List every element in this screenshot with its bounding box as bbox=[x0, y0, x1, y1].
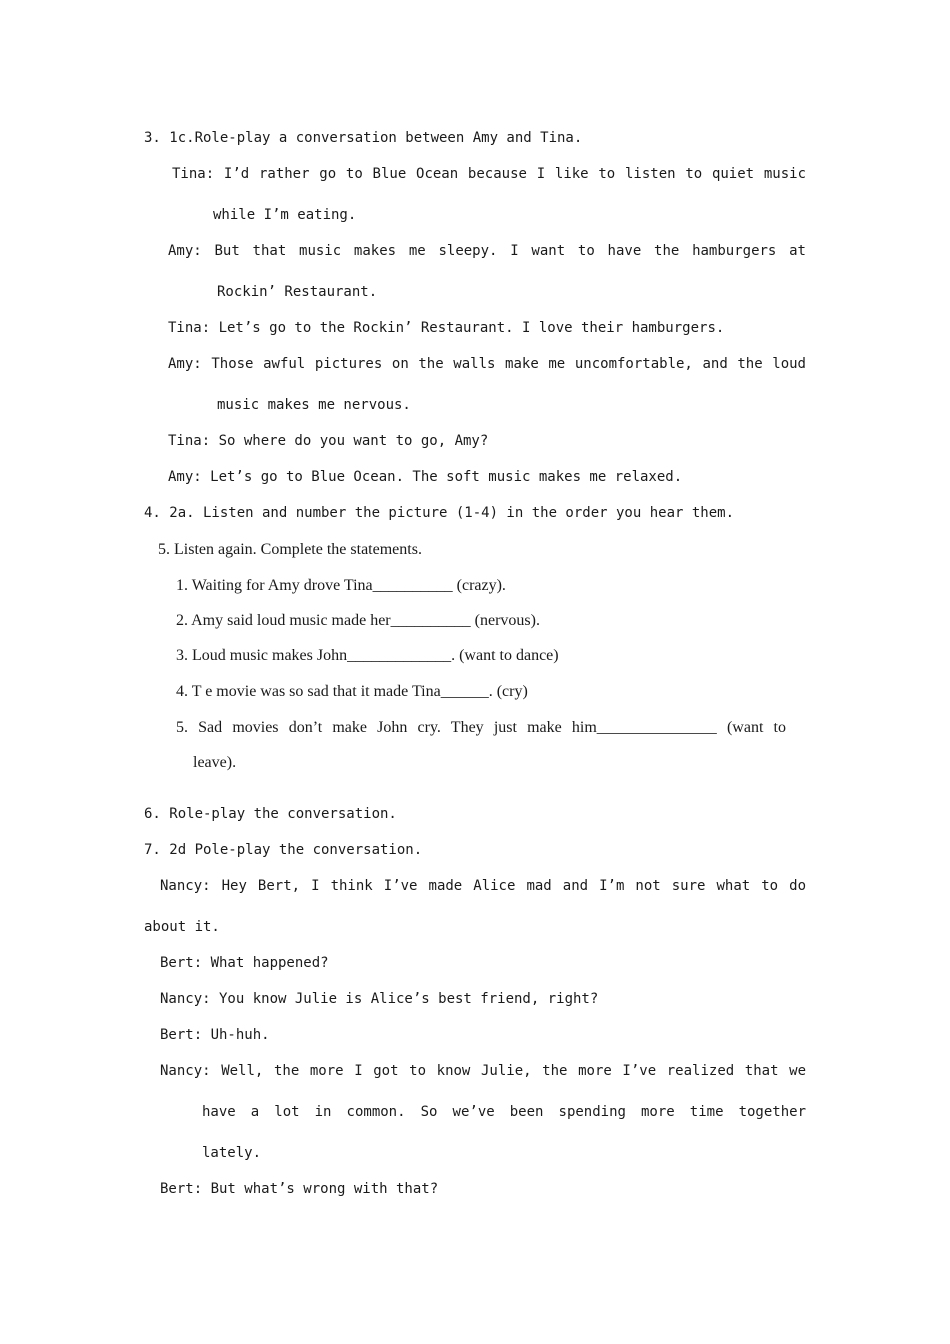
dialogue-line: Nancy: Well, the more I got to know Julie, the more I’ve realized that we bbox=[160, 1063, 806, 1079]
dialogue-line: Nancy: Hey Bert, I think I’ve made Alice mad and I’m not sure what to do bbox=[160, 878, 806, 894]
dialogue-line: Tina: Let’s go to the Rockin’ Restaurant. I love their hamburgers. bbox=[168, 320, 725, 336]
dialogue-line: Amy: But that music makes me sleepy. I want to have the hamburgers at bbox=[168, 243, 806, 259]
section-3-heading: 3. 1c.Role-play a conversation between Amy and Tina. bbox=[144, 130, 583, 146]
dialogue-line: have a lot in common. So we’ve been spending more time together bbox=[202, 1104, 806, 1120]
statement-item: 1. Waiting for Amy drove Tina__________ (crazy). bbox=[176, 577, 506, 594]
dialogue-line: Amy: Those awful pictures on the walls make me uncomfortable, and the loud bbox=[168, 356, 806, 372]
dialogue-line: Nancy: You know Julie is Alice’s best friend, right? bbox=[160, 991, 599, 1007]
dialogue-line: music makes me nervous. bbox=[217, 397, 411, 413]
dialogue-line: while I’m eating. bbox=[213, 207, 357, 223]
dialogue-line: Tina: I’d rather go to Blue Ocean because I like to listen to quiet music bbox=[172, 166, 806, 182]
section-5-heading: 5. Listen again. Complete the statements. bbox=[158, 541, 422, 558]
dialogue-line: lately. bbox=[202, 1145, 262, 1161]
statement-item-continuation: leave). bbox=[193, 754, 237, 771]
statement-item: 2. Amy said loud music made her__________ (nervous). bbox=[176, 612, 540, 629]
section-7-heading: 7. 2d Pole-play the conversation. bbox=[144, 842, 423, 858]
section-4-heading: 4. 2a. Listen and number the picture (1-4) in the order you hear them. bbox=[144, 505, 735, 521]
dialogue-line: Bert: What happened? bbox=[160, 955, 329, 971]
statement-item: 4. T e movie was so sad that it made Tina______. (cry) bbox=[176, 683, 528, 700]
dialogue-line: Bert: But what’s wrong with that? bbox=[160, 1181, 439, 1197]
section-6-heading: 6. Role-play the conversation. bbox=[144, 806, 397, 822]
statement-item: 5. Sad movies don’t make John cry. They just make him_______________ (want to bbox=[176, 719, 786, 736]
dialogue-line: Rockin’ Restaurant. bbox=[217, 284, 378, 300]
dialogue-line: about it. bbox=[144, 919, 220, 935]
dialogue-line: Amy: Let’s go to Blue Ocean. The soft music makes me relaxed. bbox=[168, 469, 683, 485]
dialogue-line: Tina: So where do you want to go, Amy? bbox=[168, 433, 489, 449]
statement-item: 3. Loud music makes John_____________. (want to dance) bbox=[176, 647, 559, 664]
dialogue-line: Bert: Uh-huh. bbox=[160, 1027, 270, 1043]
